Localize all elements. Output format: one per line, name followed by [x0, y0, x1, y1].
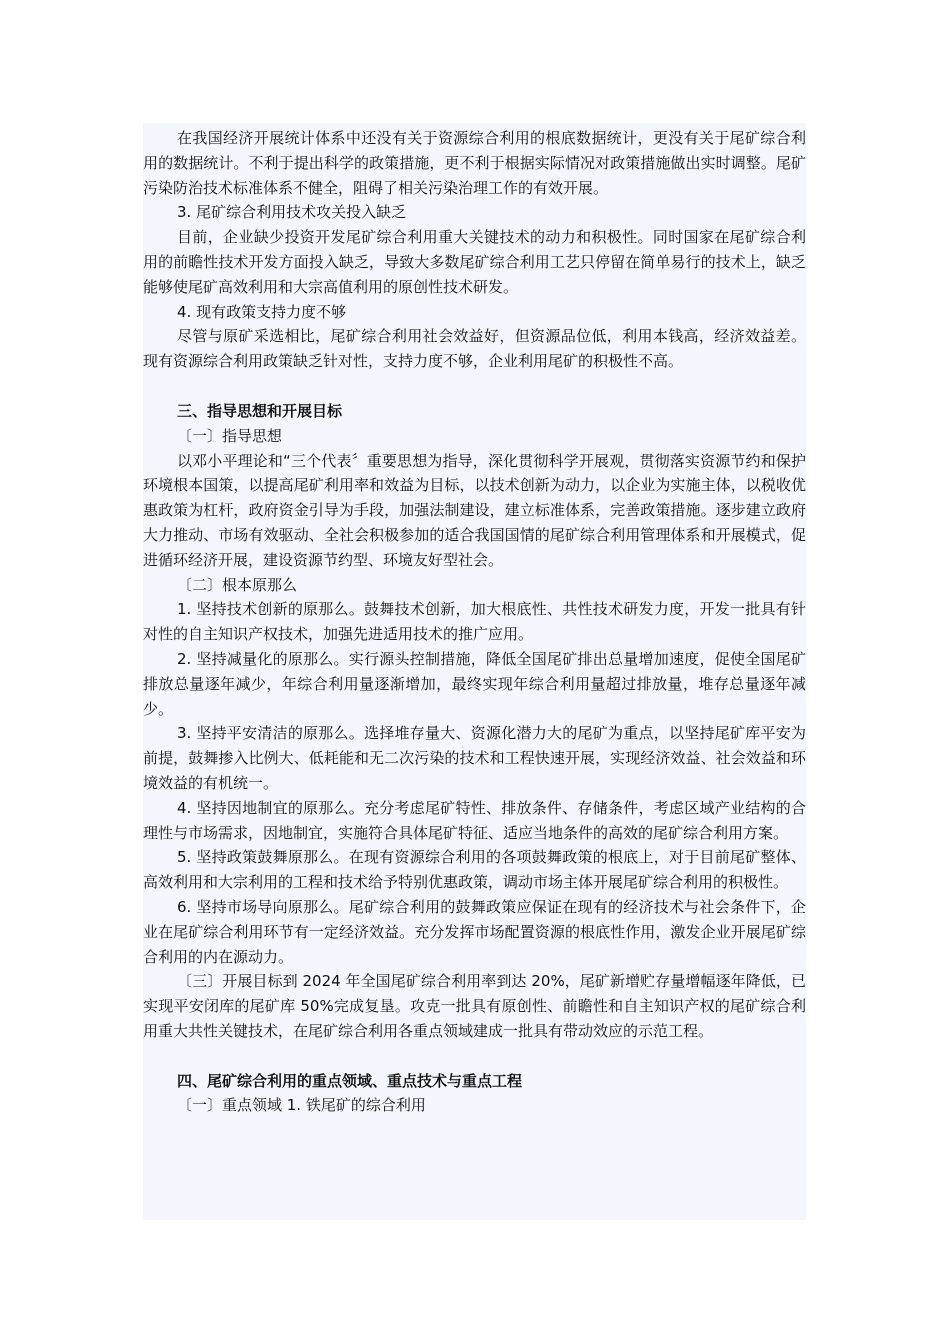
development-goals: 〔三〕开展目标到 2024 年全国尾矿综合利用率到达 20%，尾矿新增贮存量增幅逐年降低，已实现平安闭库的尾矿库 50%完成复垦。攻克一批具有原创性、前瞻性和自主知识产权的尾矿综合利用重大共性关键技术，在尾矿综合利用各重点领域建成一批具有带动效应的示范工程。	[143, 972, 806, 1040]
principle-4: 4. 坚持因地制宜的原那么。充分考虑尾矿特性、排放条件、存储条件，考虑区域产业结构的合理性与市场需求，因地制宜，实施符合具体尾矿特征、适应当地条件的高效的尾矿综合利用方案。	[143, 798, 806, 842]
document-body	[143, 126, 806, 1118]
guiding-thought-title: 〔一〕指导思想	[177, 426, 283, 445]
item-3-body: 目前，企业缺少投资开发尾矿综合利用重大关键技术的动力和积极性。同时国家在尾矿综合利用的前瞻性技术开发方面投入缺乏，导致大多数尾矿综合利用工艺只停留在简单易行的技术上，缺乏能够使尾矿高效利用和大宗高值利用的原创性技术研发。	[143, 228, 806, 296]
item-4-body: 尽管与原矿采选相比，尾矿综合利用社会效益好，但资源品位低，利用本钱高，经济效益差。现有资源综合利用政策缺乏针对性，支持力度不够，企业利用尾矿的积极性不高。	[143, 327, 806, 371]
principle-1: 1. 坚持技术创新的原那么。鼓舞技术创新，加大根底性、共性技术研发力度，开发一批具有针对性的自主知识产权技术，加强先进适用技术的推广应用。	[143, 600, 806, 644]
section-3-heading: 三、指导思想和开展目标	[177, 401, 343, 420]
section-4-heading: 四、尾矿综合利用的重点领域、重点技术与重点工程	[177, 1071, 523, 1090]
item-3-title: 3. 尾矿综合利用技术攻关投入缺乏	[177, 203, 407, 222]
guiding-thought-body: 以邓小平理论和“三个代表〞重要思想为指导，深化贯彻科学开展观，贯彻落实资源节约和保护环境根本国策，以提高尾矿利用率和效益为目标，以技术创新为动力，以企业为实施主体，以税收优惠政策为杠杆，政府资金引导为手段，加强法制建设，建立标准体系，完善政策措施。逐步建立政府大力推动、市场有效驱动、全社会积极参加的适合我国国情的尾矿综合利用管理体系和开展模式，促进循环经济开展，建设资源节约型、环境友好型社会。	[143, 451, 806, 569]
principle-3: 3. 坚持平安清洁的原那么。选择堆存量大、资源化潜力大的尾矿为重点，以坚持尾矿库平安为前提，鼓舞掺入比例大、低耗能和无二次污染的技术和工程快速开展，实现经济效益、社会效益和环境效益的有机统一。	[143, 724, 806, 792]
basic-principles-title: 〔二〕根本原那么	[177, 575, 298, 594]
item-4-title: 4. 现有政策支持力度不够	[177, 302, 347, 321]
principle-6: 6. 坚持市场导向原那么。尾矿综合利用的鼓舞政策应保证在现有的经济技术与社会条件下，企业在尾矿综合利用环节有一定经济效益。充分发挥市场配置资源的根底性作用，激发企业开展尾矿综合利用的内在源动力。	[143, 897, 806, 966]
section-spacer	[143, 1044, 806, 1069]
paragraph-statistics: 在我国经济开展统计体系中还没有关于资源综合利用的根底数据统计，更没有关于尾矿综合利用的数据统计。不利于提出科学的政策措施，更不利于根据实际情况对政策措施做出实时调整。尾矿污染防治技术标准体系不健全，阻碍了相关污染治理工作的有效开展。	[143, 129, 806, 197]
principle-5: 5. 坚持政策鼓舞原那么。在现有资源综合利用的各项鼓舞政策的根底上，对于目前尾矿整体、高效利用和大宗利用的工程和技术给予特别优惠政策，调动市场主体开展尾矿综合利用的积极性。	[143, 848, 806, 892]
key-areas-line: 〔一〕重点领域 1. 铁尾矿的综合利用	[177, 1096, 426, 1115]
section-spacer	[143, 374, 806, 399]
principle-2: 2. 坚持减量化的原那么。实行源头控制措施，降低全国尾矿排出总量增加速度，促使全国尾矿排放总量逐年减少，年综合利用量逐渐增加，最终实现年综合利用量超过排放量，堆存总量逐年减少。	[143, 649, 806, 718]
